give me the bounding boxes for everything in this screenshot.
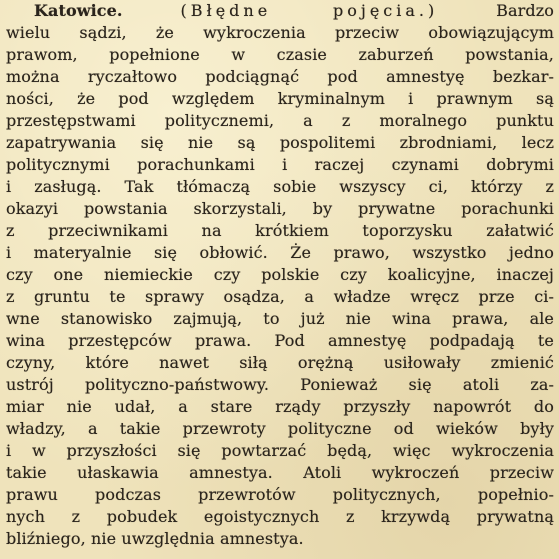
article-line: wina przestępców prawa. Pod amnestyę podpadają te [6, 331, 554, 350]
article-line: i w przyszłości się powtarzać będą, więc wykroczenia [6, 441, 554, 460]
article-line: miar nie udał, a stare rządy przyszły napowrót do [6, 397, 554, 416]
article-last-line: bliźniego, nie uwzględnia amnestya. [6, 529, 304, 548]
article-line: politycznymi porachunkami i raczej czynami dobrymi [6, 155, 554, 174]
article-line: z przeciwnikami na krótkiem toporzysku załatwić [6, 221, 554, 240]
article-line: z gruntu te sprawy osądza, a władze wręcz prze ci- [6, 287, 554, 306]
article-line: ustrój polityczno-państwowy. Ponieważ się atoli za- [6, 375, 554, 394]
article-line: prawu podczas przewrotów politycznych, popełnio- [6, 485, 554, 504]
article-line: ności, że pod względem kryminalnym i prawnym są [6, 89, 554, 108]
article-line: wne stanowisko zajmują, to już nie wina prawa, ale [6, 309, 554, 328]
article-line: władzy, a takie przewroty polityczne od wieków były [6, 419, 554, 438]
dateline: Katowice. [34, 1, 123, 20]
article-line: i materyalnie się obłowić. Że prawo, wszystko jedno [6, 243, 554, 262]
article-heading: (Błędne pojęcia.) [180, 1, 439, 20]
article-first-line [6, 0, 554, 22]
article-line: zapatrywania się nie są pospolitemi zbrodniami, lecz [6, 133, 554, 152]
first-line-rest: Bardzo [496, 1, 554, 20]
article-line: wielu sądzi, że wykroczenia przeciw obowiązującym [6, 23, 554, 42]
article-line: przestępstwami politycznemi, a z moralnego punktu [6, 111, 554, 130]
article-line: nych z pobudek egoistycznych z krzywdą prywatną [6, 507, 554, 526]
article-line: można ryczałtowo podciągnąć pod amnestyę bezkar- [6, 67, 554, 86]
article-column [6, 0, 554, 550]
article-line: takie ułaskawia amnestya. Atoli wykroczeń przeciw [6, 463, 554, 482]
article-line: okazyi powstania skorzystali, by prywatne porachunki [6, 199, 554, 218]
article-line: czyny, które nawet siłą orężną usiłowały zmienić [6, 353, 554, 372]
article-line: prawom, popełnione w czasie zaburzeń powstania, [6, 45, 554, 64]
article-line: i zasługą. Tak tłómaczą sobie wszyscy ci, którzy z [6, 177, 554, 196]
article-line: czy one niemieckie czy polskie czy koalicyjne, inaczej [6, 265, 554, 284]
